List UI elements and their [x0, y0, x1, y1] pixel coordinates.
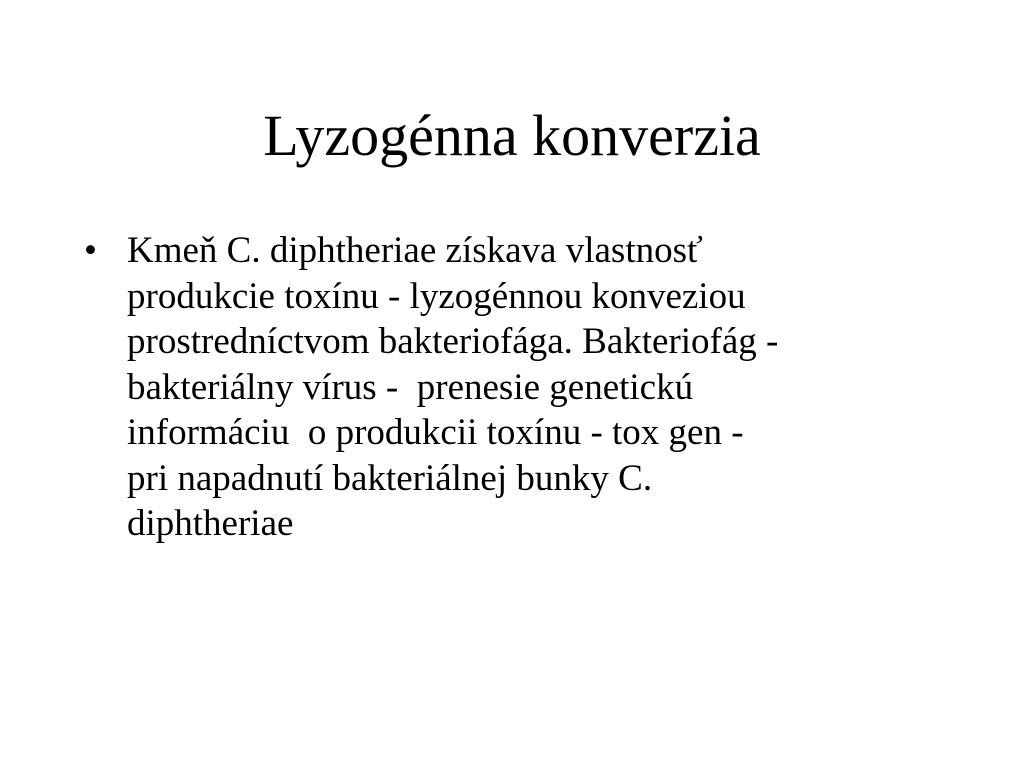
bullet-dot-icon: • [84, 230, 97, 271]
bullet-text-line: Kmeň C. diphtheriae získava vlastnosť [127, 230, 703, 271]
bullet-text-line: diphtheriae [127, 503, 294, 544]
bullet-text-line: informáciu o produkcii toxínu - tox gen - [127, 412, 744, 453]
bullet-text-line: bakteriálny vírus - prenesie genetickú [127, 366, 694, 408]
bullet-list [84, 228, 944, 547]
bullet-text-line: pri napadnutí bakteriálnej bunky C. [127, 457, 653, 499]
slide-title: Lyzogénna konverzia [263, 103, 761, 168]
bullet-text-line: prostredníctvom bakteriofága. Bakteriofág - [127, 321, 779, 362]
bullet-text-line: produkcie toxínu - lyzogénnou konveziou [127, 275, 746, 317]
bullet-item [84, 228, 944, 547]
